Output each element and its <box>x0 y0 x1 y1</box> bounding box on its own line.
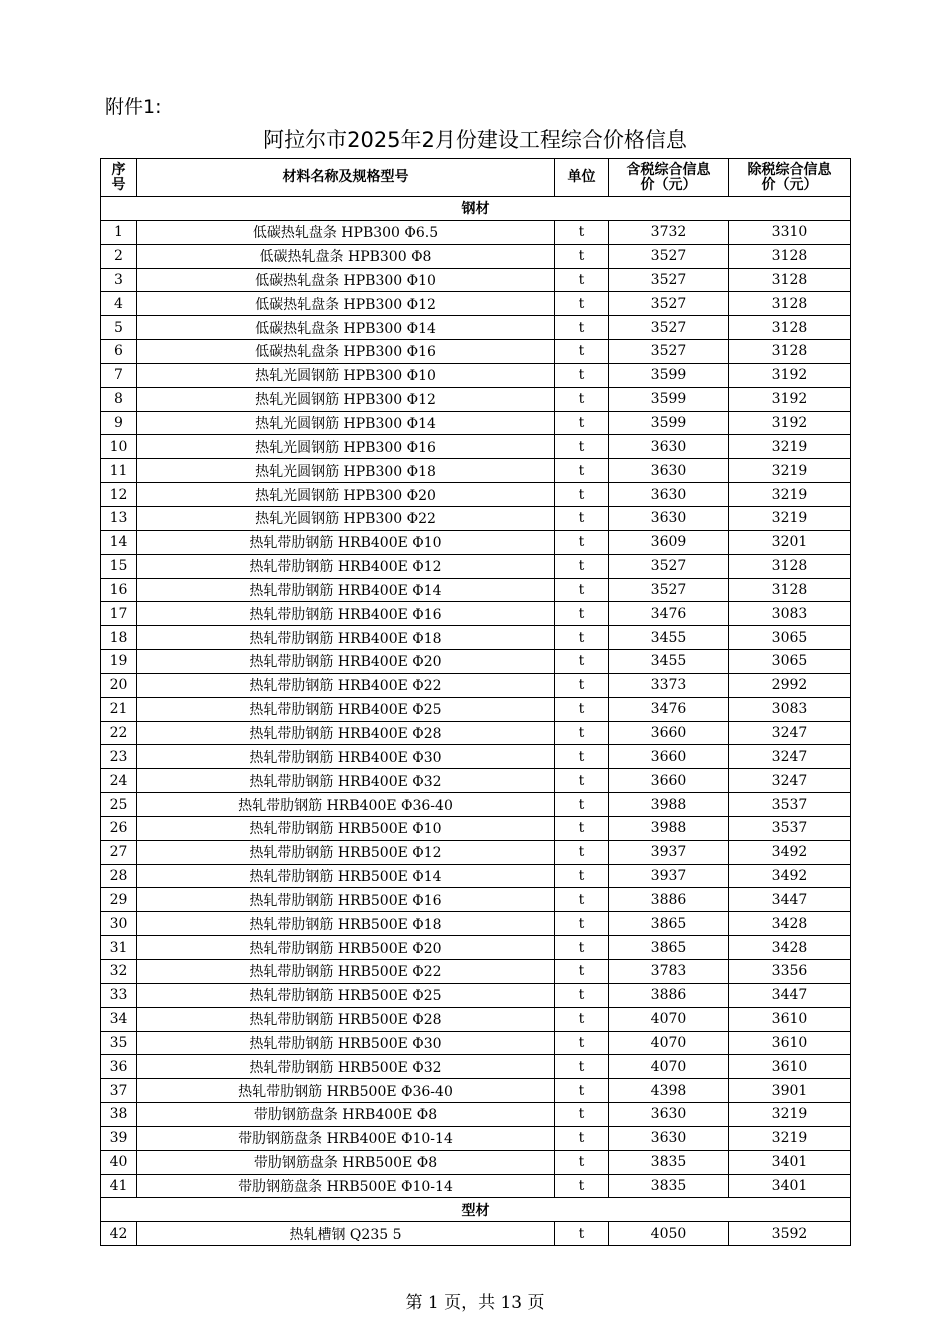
cell-seq: 13 <box>101 506 137 530</box>
cell-material-name: 热轧带肋钢筋 HRB500E Φ12 <box>137 840 555 864</box>
cell-material-name: 热轧带肋钢筋 HRB400E Φ25 <box>137 697 555 721</box>
header-price-notax <box>729 159 851 197</box>
cell-price-tax: 3886 <box>609 983 729 1007</box>
cell-price-tax: 3527 <box>609 292 729 316</box>
cell-material-name: 热轧带肋钢筋 HRB400E Φ32 <box>137 769 555 793</box>
cell-unit: t <box>555 1007 609 1031</box>
cell-seq: 4 <box>101 292 137 316</box>
cell-price-notax: 3219 <box>729 1126 851 1150</box>
category-row <box>101 1198 851 1222</box>
cell-material-name: 热轧带肋钢筋 HRB400E Φ28 <box>137 721 555 745</box>
cell-price-notax: 3128 <box>729 554 851 578</box>
attachment-label: 附件1: <box>105 96 162 118</box>
cell-material-name: 低碳热轧盘条 HPB300 Φ10 <box>137 268 555 292</box>
table-row <box>101 721 851 745</box>
cell-material-name: 热轧带肋钢筋 HRB500E Φ32 <box>137 1055 555 1079</box>
cell-unit: t <box>555 459 609 483</box>
category-label: 型材 <box>101 1198 851 1222</box>
cell-unit: t <box>555 1222 609 1246</box>
cell-material-name: 热轧带肋钢筋 HRB400E Φ30 <box>137 745 555 769</box>
cell-seq: 3 <box>101 268 137 292</box>
cell-price-notax: 3065 <box>729 626 851 650</box>
cell-price-tax: 3527 <box>609 268 729 292</box>
cell-price-notax: 3219 <box>729 1103 851 1127</box>
cell-unit: t <box>555 1126 609 1150</box>
cell-price-tax: 3865 <box>609 912 729 936</box>
cell-material-name: 热轧带肋钢筋 HRB500E Φ25 <box>137 983 555 1007</box>
cell-material-name: 热轧带肋钢筋 HRB500E Φ16 <box>137 888 555 912</box>
cell-price-notax: 3428 <box>729 912 851 936</box>
cell-material-name: 热轧带肋钢筋 HRB500E Φ18 <box>137 912 555 936</box>
cell-seq: 30 <box>101 912 137 936</box>
cell-price-notax: 3537 <box>729 793 851 817</box>
cell-material-name: 热轧带肋钢筋 HRB400E Φ10 <box>137 530 555 554</box>
cell-price-tax: 4398 <box>609 1079 729 1103</box>
cell-price-tax: 3630 <box>609 1103 729 1127</box>
cell-unit: t <box>555 1150 609 1174</box>
cell-price-tax: 3835 <box>609 1174 729 1198</box>
cell-material-name: 热轧带肋钢筋 HRB500E Φ10 <box>137 816 555 840</box>
category-row <box>101 197 851 221</box>
cell-price-notax: 3247 <box>729 745 851 769</box>
cell-unit: t <box>555 697 609 721</box>
cell-seq: 16 <box>101 578 137 602</box>
table-row <box>101 483 851 507</box>
table-row <box>101 220 851 244</box>
header-seq-label: 序 号 <box>111 161 126 193</box>
table-row <box>101 387 851 411</box>
cell-price-notax: 3192 <box>729 363 851 387</box>
cell-seq: 29 <box>101 888 137 912</box>
cell-unit: t <box>555 793 609 817</box>
category-label: 钢材 <box>101 197 851 221</box>
cell-seq: 17 <box>101 602 137 626</box>
cell-unit: t <box>555 721 609 745</box>
cell-material-name: 热轧光圆钢筋 HPB300 Φ22 <box>137 506 555 530</box>
cell-price-notax: 3447 <box>729 983 851 1007</box>
table-row <box>101 602 851 626</box>
table-row <box>101 506 851 530</box>
cell-seq: 14 <box>101 530 137 554</box>
cell-seq: 41 <box>101 1174 137 1198</box>
cell-price-tax: 3609 <box>609 530 729 554</box>
cell-seq: 10 <box>101 435 137 459</box>
table-row <box>101 363 851 387</box>
cell-price-tax: 3865 <box>609 936 729 960</box>
cell-unit: t <box>555 1079 609 1103</box>
cell-unit: t <box>555 578 609 602</box>
cell-price-tax: 3660 <box>609 745 729 769</box>
cell-price-tax: 3630 <box>609 435 729 459</box>
cell-price-notax: 3356 <box>729 960 851 984</box>
cell-unit: t <box>555 1055 609 1079</box>
cell-material-name: 热轧光圆钢筋 HPB300 Φ10 <box>137 363 555 387</box>
cell-material-name: 热轧带肋钢筋 HRB400E Φ36-40 <box>137 793 555 817</box>
cell-seq: 37 <box>101 1079 137 1103</box>
cell-price-notax: 3537 <box>729 816 851 840</box>
table-row <box>101 793 851 817</box>
cell-seq: 39 <box>101 1126 137 1150</box>
cell-unit: t <box>555 506 609 530</box>
table-row <box>101 769 851 793</box>
cell-price-tax: 3476 <box>609 697 729 721</box>
cell-price-notax: 3247 <box>729 769 851 793</box>
cell-seq: 15 <box>101 554 137 578</box>
cell-price-tax: 4050 <box>609 1222 729 1246</box>
cell-price-tax: 3630 <box>609 1126 729 1150</box>
cell-price-notax: 3201 <box>729 530 851 554</box>
cell-price-tax: 3630 <box>609 459 729 483</box>
cell-unit: t <box>555 983 609 1007</box>
cell-unit: t <box>555 220 609 244</box>
cell-unit: t <box>555 268 609 292</box>
cell-price-tax: 3988 <box>609 793 729 817</box>
cell-material-name: 热轧带肋钢筋 HRB500E Φ30 <box>137 1031 555 1055</box>
cell-price-tax: 4070 <box>609 1031 729 1055</box>
cell-unit: t <box>555 745 609 769</box>
cell-material-name: 低碳热轧盘条 HPB300 Φ14 <box>137 316 555 340</box>
cell-unit: t <box>555 1031 609 1055</box>
table-row <box>101 912 851 936</box>
table-row <box>101 936 851 960</box>
cell-seq: 32 <box>101 960 137 984</box>
table-row <box>101 1222 851 1246</box>
cell-material-name: 热轧带肋钢筋 HRB400E Φ20 <box>137 650 555 674</box>
cell-price-tax: 3660 <box>609 721 729 745</box>
cell-unit: t <box>555 363 609 387</box>
cell-seq: 21 <box>101 697 137 721</box>
cell-material-name: 低碳热轧盘条 HPB300 Φ16 <box>137 340 555 364</box>
cell-price-notax: 3247 <box>729 721 851 745</box>
cell-unit: t <box>555 1103 609 1127</box>
cell-price-notax: 3428 <box>729 936 851 960</box>
cell-unit: t <box>555 316 609 340</box>
table-row <box>101 626 851 650</box>
cell-price-notax: 3083 <box>729 602 851 626</box>
table-row <box>101 1103 851 1127</box>
cell-seq: 19 <box>101 650 137 674</box>
cell-price-tax: 4070 <box>609 1055 729 1079</box>
cell-price-tax: 3373 <box>609 673 729 697</box>
cell-unit: t <box>555 387 609 411</box>
table-row <box>101 530 851 554</box>
cell-price-notax: 3219 <box>729 506 851 530</box>
table-row <box>101 745 851 769</box>
table-row <box>101 435 851 459</box>
cell-unit: t <box>555 244 609 268</box>
cell-material-name: 热轧带肋钢筋 HRB500E Φ36-40 <box>137 1079 555 1103</box>
cell-price-notax: 3128 <box>729 316 851 340</box>
table-row <box>101 244 851 268</box>
cell-unit: t <box>555 435 609 459</box>
cell-seq: 34 <box>101 1007 137 1031</box>
cell-seq: 40 <box>101 1150 137 1174</box>
cell-material-name: 带肋钢筋盘条 HRB400E Φ10-14 <box>137 1126 555 1150</box>
cell-price-tax: 3527 <box>609 578 729 602</box>
cell-seq: 26 <box>101 816 137 840</box>
cell-material-name: 热轧光圆钢筋 HPB300 Φ18 <box>137 459 555 483</box>
cell-price-notax: 3219 <box>729 435 851 459</box>
cell-price-notax: 3128 <box>729 340 851 364</box>
cell-price-tax: 4070 <box>609 1007 729 1031</box>
cell-price-notax: 3592 <box>729 1222 851 1246</box>
cell-material-name: 低碳热轧盘条 HPB300 Φ8 <box>137 244 555 268</box>
cell-material-name: 热轧带肋钢筋 HRB500E Φ14 <box>137 864 555 888</box>
table-row <box>101 1079 851 1103</box>
cell-seq: 7 <box>101 363 137 387</box>
cell-price-tax: 3783 <box>609 960 729 984</box>
cell-price-notax: 3219 <box>729 483 851 507</box>
table-body <box>101 197 851 1246</box>
cell-price-notax: 3128 <box>729 268 851 292</box>
cell-price-notax: 3492 <box>729 864 851 888</box>
cell-material-name: 带肋钢筋盘条 HRB500E Φ10-14 <box>137 1174 555 1198</box>
header-unit: 单位 <box>555 159 609 197</box>
cell-seq: 1 <box>101 220 137 244</box>
cell-unit: t <box>555 626 609 650</box>
cell-seq: 38 <box>101 1103 137 1127</box>
cell-seq: 8 <box>101 387 137 411</box>
table-row <box>101 697 851 721</box>
cell-material-name: 热轧带肋钢筋 HRB500E Φ22 <box>137 960 555 984</box>
cell-unit: t <box>555 650 609 674</box>
cell-price-tax: 3599 <box>609 411 729 435</box>
header-name: 材料名称及规格型号 <box>137 159 555 197</box>
table-row <box>101 650 851 674</box>
cell-material-name: 低碳热轧盘条 HPB300 Φ12 <box>137 292 555 316</box>
cell-price-notax: 3192 <box>729 387 851 411</box>
cell-price-tax: 3886 <box>609 888 729 912</box>
cell-material-name: 热轧带肋钢筋 HRB500E Φ20 <box>137 936 555 960</box>
cell-price-notax: 3219 <box>729 459 851 483</box>
cell-price-tax: 3527 <box>609 340 729 364</box>
cell-unit: t <box>555 340 609 364</box>
table-row <box>101 1150 851 1174</box>
table-row <box>101 268 851 292</box>
cell-unit: t <box>555 483 609 507</box>
table-row <box>101 1055 851 1079</box>
cell-material-name: 热轧带肋钢筋 HRB400E Φ12 <box>137 554 555 578</box>
cell-price-tax: 3527 <box>609 554 729 578</box>
cell-unit: t <box>555 1174 609 1198</box>
cell-unit: t <box>555 530 609 554</box>
cell-price-tax: 3527 <box>609 244 729 268</box>
table-row <box>101 316 851 340</box>
table-header-row <box>101 159 851 197</box>
table-row <box>101 411 851 435</box>
cell-price-notax: 3447 <box>729 888 851 912</box>
header-seq <box>101 159 137 197</box>
cell-price-tax: 3937 <box>609 864 729 888</box>
page-footer: 第 1 页，共 13 页 <box>405 1293 545 1313</box>
table-row <box>101 888 851 912</box>
cell-material-name: 热轧光圆钢筋 HPB300 Φ16 <box>137 435 555 459</box>
cell-seq: 12 <box>101 483 137 507</box>
page-title: 阿拉尔市2025年2月份建设工程综合价格信息 <box>263 128 687 152</box>
cell-price-tax: 3937 <box>609 840 729 864</box>
cell-material-name: 热轧光圆钢筋 HPB300 Φ20 <box>137 483 555 507</box>
cell-price-tax: 3630 <box>609 483 729 507</box>
cell-price-tax: 3599 <box>609 387 729 411</box>
cell-material-name: 热轧带肋钢筋 HRB500E Φ28 <box>137 1007 555 1031</box>
cell-unit: t <box>555 554 609 578</box>
header-price-tax-label: 含税综合信息 价（元） <box>626 161 711 193</box>
cell-material-name: 热轧带肋钢筋 HRB400E Φ22 <box>137 673 555 697</box>
cell-unit: t <box>555 769 609 793</box>
cell-material-name: 低碳热轧盘条 HPB300 Φ6.5 <box>137 220 555 244</box>
cell-price-tax: 3476 <box>609 602 729 626</box>
cell-price-tax: 3660 <box>609 769 729 793</box>
cell-price-notax: 3610 <box>729 1055 851 1079</box>
cell-unit: t <box>555 888 609 912</box>
table-row <box>101 1007 851 1031</box>
cell-price-notax: 3610 <box>729 1031 851 1055</box>
cell-price-tax: 3630 <box>609 506 729 530</box>
cell-unit: t <box>555 912 609 936</box>
cell-seq: 2 <box>101 244 137 268</box>
cell-seq: 35 <box>101 1031 137 1055</box>
cell-price-notax: 3401 <box>729 1150 851 1174</box>
cell-unit: t <box>555 960 609 984</box>
cell-seq: 23 <box>101 745 137 769</box>
cell-seq: 9 <box>101 411 137 435</box>
cell-price-notax: 3083 <box>729 697 851 721</box>
cell-price-notax: 2992 <box>729 673 851 697</box>
table-row <box>101 840 851 864</box>
table-row <box>101 960 851 984</box>
table-row <box>101 340 851 364</box>
table-row <box>101 864 851 888</box>
table-row <box>101 292 851 316</box>
cell-material-name: 热轧光圆钢筋 HPB300 Φ12 <box>137 387 555 411</box>
cell-price-notax: 3310 <box>729 220 851 244</box>
cell-price-tax: 3988 <box>609 816 729 840</box>
header-price-tax <box>609 159 729 197</box>
price-table <box>100 158 851 1246</box>
table-row <box>101 578 851 602</box>
cell-unit: t <box>555 292 609 316</box>
cell-unit: t <box>555 673 609 697</box>
cell-seq: 27 <box>101 840 137 864</box>
cell-seq: 5 <box>101 316 137 340</box>
cell-unit: t <box>555 840 609 864</box>
cell-unit: t <box>555 864 609 888</box>
cell-unit: t <box>555 816 609 840</box>
table-row <box>101 1174 851 1198</box>
cell-price-notax: 3128 <box>729 244 851 268</box>
cell-material-name: 热轧带肋钢筋 HRB400E Φ18 <box>137 626 555 650</box>
cell-material-name: 带肋钢筋盘条 HRB400E Φ8 <box>137 1103 555 1127</box>
cell-price-notax: 3610 <box>729 1007 851 1031</box>
cell-unit: t <box>555 411 609 435</box>
cell-seq: 22 <box>101 721 137 745</box>
cell-seq: 36 <box>101 1055 137 1079</box>
cell-seq: 42 <box>101 1222 137 1246</box>
cell-unit: t <box>555 602 609 626</box>
cell-price-notax: 3401 <box>729 1174 851 1198</box>
cell-seq: 28 <box>101 864 137 888</box>
table-row <box>101 983 851 1007</box>
cell-seq: 18 <box>101 626 137 650</box>
cell-seq: 20 <box>101 673 137 697</box>
cell-price-notax: 3128 <box>729 292 851 316</box>
cell-material-name: 热轧带肋钢筋 HRB400E Φ14 <box>137 578 555 602</box>
cell-price-notax: 3492 <box>729 840 851 864</box>
table-row <box>101 459 851 483</box>
cell-price-tax: 3599 <box>609 363 729 387</box>
cell-seq: 11 <box>101 459 137 483</box>
cell-price-notax: 3128 <box>729 578 851 602</box>
cell-seq: 24 <box>101 769 137 793</box>
table-row <box>101 1126 851 1150</box>
table-row <box>101 1031 851 1055</box>
table-row <box>101 554 851 578</box>
cell-price-tax: 3455 <box>609 650 729 674</box>
cell-price-tax: 3732 <box>609 220 729 244</box>
cell-price-notax: 3901 <box>729 1079 851 1103</box>
table-row <box>101 673 851 697</box>
cell-price-tax: 3455 <box>609 626 729 650</box>
cell-unit: t <box>555 936 609 960</box>
cell-material-name: 热轧带肋钢筋 HRB400E Φ16 <box>137 602 555 626</box>
cell-seq: 25 <box>101 793 137 817</box>
cell-material-name: 带肋钢筋盘条 HRB500E Φ8 <box>137 1150 555 1174</box>
cell-price-notax: 3065 <box>729 650 851 674</box>
cell-material-name: 热轧光圆钢筋 HPB300 Φ14 <box>137 411 555 435</box>
cell-material-name: 热轧槽钢 Q235 5 <box>137 1222 555 1246</box>
cell-price-tax: 3835 <box>609 1150 729 1174</box>
cell-price-notax: 3192 <box>729 411 851 435</box>
header-price-notax-label: 除税综合信息 价（元） <box>747 161 832 193</box>
cell-seq: 33 <box>101 983 137 1007</box>
cell-price-tax: 3527 <box>609 316 729 340</box>
table-row <box>101 816 851 840</box>
cell-seq: 6 <box>101 340 137 364</box>
cell-seq: 31 <box>101 936 137 960</box>
